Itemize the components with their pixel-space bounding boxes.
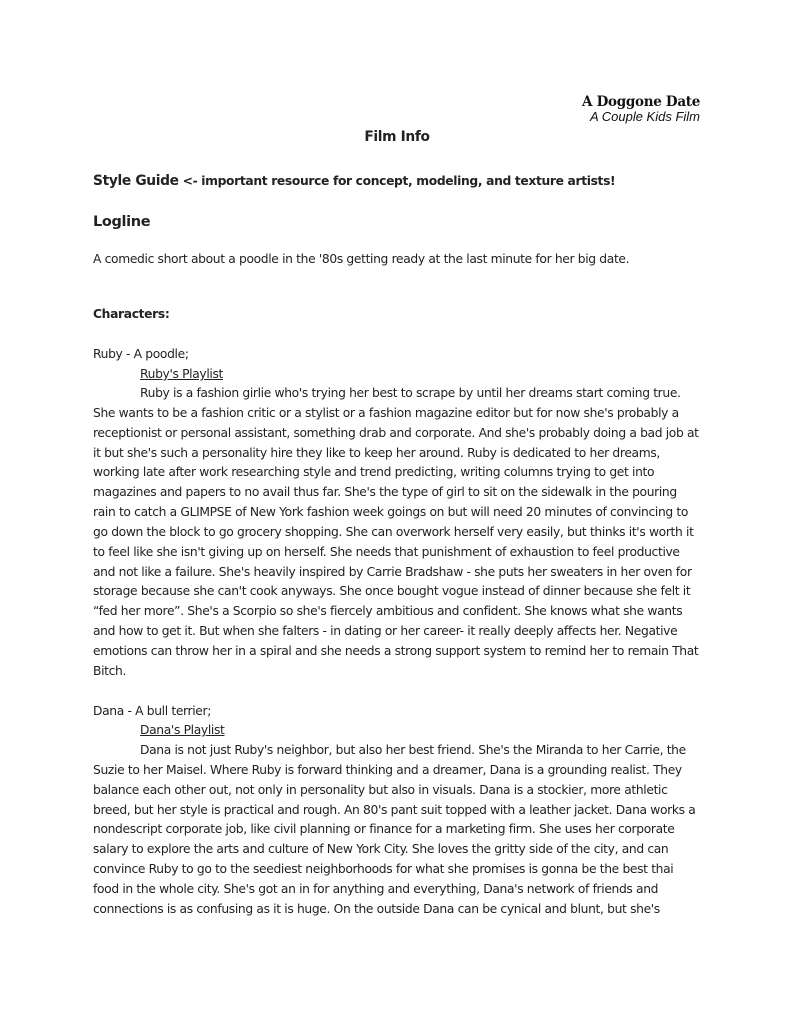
logline-heading: Logline: [93, 214, 151, 230]
character-label-ruby: Ruby - A poodle;: [93, 347, 189, 361]
logo-subtitle: A Couple Kids Film: [589, 109, 700, 124]
dana-playlist-link[interactable]: Dana's Playlist: [140, 723, 225, 737]
film-logo: [560, 94, 700, 124]
ruby-playlist-link[interactable]: Ruby's Playlist: [140, 367, 224, 381]
ruby-description: Ruby is a fashion girlie who's trying her best to scrape by until her dreams start coming true. She wants to be a fashion critic or a stylist or a fashion magazine editor but for now she's probably a receptionist or personal assistant, something drab and corporate. And she's probably doing a bad job at it but she's such a personality hire they like to keep her around. Ruby is dedicated to her dreams, working late after work researching style and trend predicting, writing columns trying to get into magazines and papers to no avail thus far. She's the type of girl to sit on the sidewalk in the pouring rain to catch a GLIMPSE of New York fashion week goings on but will need 20 minutes of convincing to go down the block to go grocery shopping. She can overwork herself very easily, but thinks it's worth it to feel like she isn't giving up on herself. She needs that punishment of exhaustion to feel productive and not like a failure. She's heavily inspired by Carrie Bradshaw - she puts her sweaters in her oven for storage because she can't cook anyways. She once bought vogue instead of dinner because she felt it “fed her more”. She's a Scorpio so she's fiercely ambitious and confident. She knows what she wants and how to get it. But when she falters - in dating or her career- it really deeply affects her. Negative emotions can throw her in a spiral and she needs a strong support system to remind her to remain That Bitch.: [93, 386, 699, 678]
logline-text: A comedic short about a poodle in the '80s getting ready at the last minute for her big date.: [93, 252, 630, 266]
style-guide-link[interactable]: Style Guide: [93, 173, 179, 189]
page-title: Film Info: [364, 129, 430, 145]
characters-heading: Characters:: [93, 307, 170, 321]
style-guide-line: [93, 172, 615, 192]
style-guide-note: <- important resource for concept, modeling, and texture artists!: [178, 174, 616, 188]
dana-description: Dana is not just Ruby's neighbor, but also her best friend. She's the Miranda to her Carrie, the Suzie to her Maisel. Where Ruby is forward thinking and a dreamer, Dana is a grounding realist. They balance each other out, not only in personality but also in visuals. Dana is a stockier, more athletic breed, but her style is practical and rough. An 80's pant suit topped with a leather jacket. Dana works a nondescript corporate job, like civil planning or finance for a marketing firm. She uses her corporate salary to explore the arts and culture of New York City. She loves the gritty side of the city, and can convince Ruby to go to the seediest neighborhoods for what she promises is gonna be the best thai food in the whole city. She's got an in for anything and everything, Dana's network of friends and connections is as confusing as it is huge. On the outside Dana can be cynical and blunt, but she's: [93, 743, 696, 916]
character-label-dana: Dana - A bull terrier;: [93, 704, 212, 718]
logo-title: A Doggone Date: [582, 94, 700, 110]
